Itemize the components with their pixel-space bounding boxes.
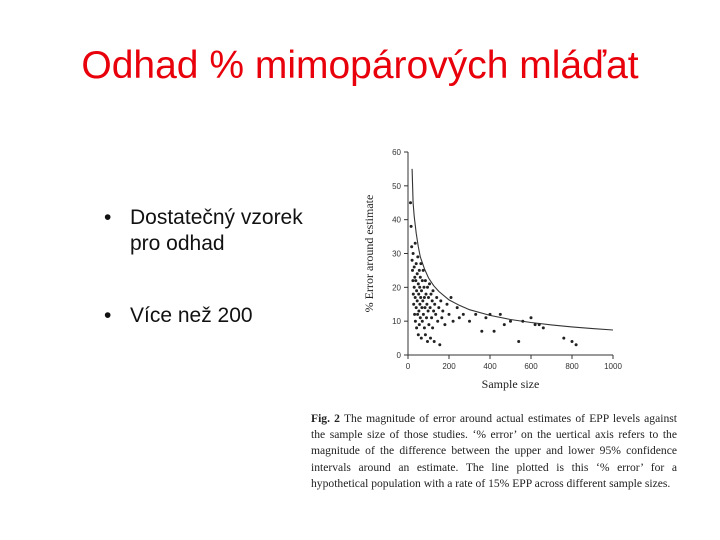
data-point xyxy=(452,320,455,323)
data-point xyxy=(521,320,524,323)
data-point xyxy=(509,320,512,323)
data-point xyxy=(427,323,430,326)
data-point xyxy=(419,296,422,299)
bullet-item: • Dostatečný vzorek pro odhad xyxy=(104,205,304,257)
data-point xyxy=(420,337,423,340)
data-point xyxy=(542,326,545,329)
y-tick-label: 50 xyxy=(392,181,401,191)
x-axis-label: Sample size xyxy=(481,377,540,391)
data-point xyxy=(571,340,574,343)
data-point xyxy=(417,333,420,336)
data-point xyxy=(417,293,420,296)
data-point xyxy=(413,313,416,316)
data-point xyxy=(431,299,434,302)
data-point xyxy=(418,303,421,306)
data-point xyxy=(440,316,443,319)
data-point xyxy=(468,320,471,323)
data-point xyxy=(416,272,419,275)
data-point xyxy=(419,262,422,265)
data-point xyxy=(424,279,427,282)
data-point xyxy=(410,245,413,248)
data-point xyxy=(421,299,424,302)
data-point xyxy=(448,313,451,316)
data-point xyxy=(412,303,415,306)
data-point xyxy=(427,310,430,313)
data-point xyxy=(413,266,416,269)
data-point xyxy=(462,313,465,316)
data-point xyxy=(421,279,424,282)
data-point xyxy=(417,310,420,313)
bullet-item: • Více než 200 xyxy=(104,303,304,329)
data-point xyxy=(474,313,477,316)
bullet-list xyxy=(104,205,304,329)
data-point xyxy=(429,306,432,309)
data-point xyxy=(562,337,565,340)
y-tick-label: 40 xyxy=(392,215,401,225)
data-point xyxy=(415,326,418,329)
data-point xyxy=(458,316,461,319)
data-point xyxy=(534,323,537,326)
data-point xyxy=(427,296,430,299)
data-point xyxy=(428,282,431,285)
data-point xyxy=(434,313,437,316)
data-point xyxy=(414,242,417,245)
data-point xyxy=(420,306,423,309)
data-point xyxy=(416,299,419,302)
data-point xyxy=(426,286,429,289)
data-point xyxy=(484,316,487,319)
data-point xyxy=(414,279,417,282)
data-point xyxy=(415,306,418,309)
data-point xyxy=(420,289,423,292)
data-point xyxy=(433,303,436,306)
data-point xyxy=(410,225,413,228)
data-point xyxy=(423,296,426,299)
data-point xyxy=(424,333,427,336)
data-point xyxy=(493,330,496,333)
data-point xyxy=(503,323,506,326)
x-tick-label: 400 xyxy=(483,362,497,371)
data-point xyxy=(422,269,425,272)
data-point xyxy=(413,286,416,289)
data-point xyxy=(423,286,426,289)
data-point xyxy=(450,296,453,299)
figure-caption-text: The magnitude of error around actual estimates of EPP levels against the sample size of those studies. ‘% error’ on the uertical axis refers to the magnitude of the difference between the upper and lower 95% confidence intervals around an estimate. The line plotted is this ‘% error’ for a hypothetical population with a rate of 15% EPP across different sample sizes. xyxy=(311,412,677,490)
error-vs-sample-size-chart xyxy=(350,140,640,405)
data-point xyxy=(530,316,533,319)
data-point xyxy=(425,293,428,296)
data-point xyxy=(446,303,449,306)
data-point xyxy=(418,286,421,289)
y-tick-label: 60 xyxy=(392,148,401,157)
data-point xyxy=(419,276,422,279)
data-point xyxy=(439,299,442,302)
data-point xyxy=(418,323,421,326)
data-point xyxy=(411,259,414,262)
data-point xyxy=(419,316,422,319)
data-point xyxy=(414,296,417,299)
data-point xyxy=(409,201,412,204)
data-point xyxy=(422,313,425,316)
x-tick-label: 200 xyxy=(442,362,456,371)
data-point xyxy=(435,296,438,299)
data-point xyxy=(480,330,483,333)
x-tick-label: 800 xyxy=(565,362,579,371)
data-point xyxy=(418,269,421,272)
data-point xyxy=(433,340,436,343)
data-point xyxy=(436,320,439,323)
data-point xyxy=(413,276,416,279)
data-point xyxy=(429,337,432,340)
data-point xyxy=(432,310,435,313)
data-point xyxy=(426,340,429,343)
data-point xyxy=(412,252,415,255)
data-point xyxy=(424,306,427,309)
x-tick-label: 1000 xyxy=(604,362,622,371)
data-point xyxy=(432,289,435,292)
data-point xyxy=(443,323,446,326)
data-point xyxy=(538,323,541,326)
data-point xyxy=(411,269,414,272)
figure-caption xyxy=(311,411,677,492)
data-point xyxy=(412,293,415,296)
data-point xyxy=(411,279,414,282)
y-tick-label: 10 xyxy=(392,317,401,327)
data-point xyxy=(423,326,426,329)
data-point xyxy=(425,316,428,319)
fitted-error-curve xyxy=(412,169,613,330)
data-point xyxy=(416,313,419,316)
figure-label: Fig. 2 xyxy=(311,412,340,425)
data-point xyxy=(416,255,419,258)
data-point xyxy=(438,343,441,346)
data-point xyxy=(415,289,418,292)
data-point xyxy=(430,316,433,319)
data-point xyxy=(417,282,420,285)
data-point xyxy=(421,320,424,323)
data-point xyxy=(456,306,459,309)
data-point xyxy=(415,262,418,265)
data-point xyxy=(431,326,434,329)
y-axis-label: % Error around estimate xyxy=(362,194,376,313)
data-point xyxy=(499,313,502,316)
x-tick-label: 600 xyxy=(524,362,538,371)
data-point xyxy=(489,313,492,316)
data-point xyxy=(575,343,578,346)
y-tick-label: 20 xyxy=(392,283,401,293)
data-point xyxy=(441,310,444,313)
x-tick-label: 0 xyxy=(405,362,411,371)
y-tick-label: 30 xyxy=(392,249,401,259)
data-point xyxy=(437,306,440,309)
y-tick-label: 0 xyxy=(396,351,401,360)
slide-title: Odhad % mimopárových mláďat xyxy=(81,44,639,87)
data-point xyxy=(517,340,520,343)
data-point xyxy=(425,303,428,306)
data-point xyxy=(414,320,417,323)
data-point xyxy=(430,293,433,296)
